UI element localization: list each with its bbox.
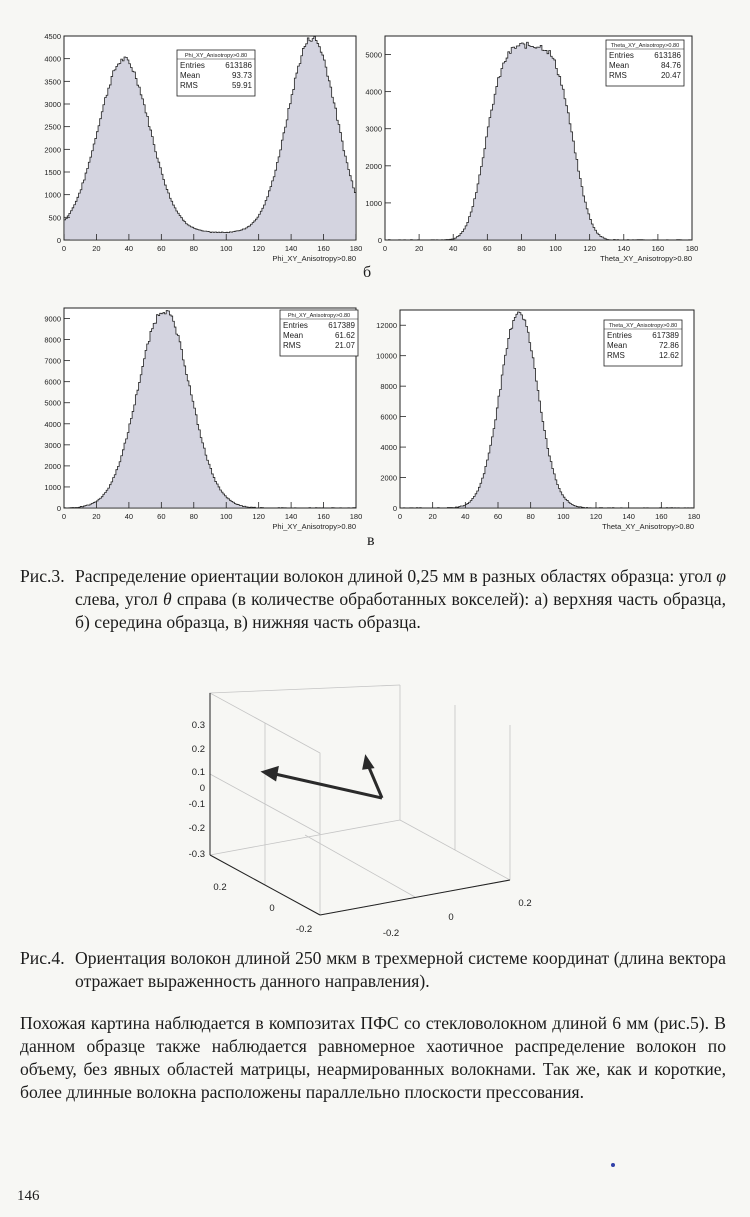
stats-value: 617389 bbox=[652, 331, 679, 340]
sublabel-b: б bbox=[363, 264, 372, 281]
x-tick-label: 100 bbox=[557, 512, 570, 521]
figure4-label: Рис.4. bbox=[20, 948, 65, 968]
z-tick: 0.1 bbox=[191, 767, 205, 778]
x-tick-label: 20 bbox=[414, 244, 424, 253]
z-tick: 0.3 bbox=[191, 720, 205, 731]
stats-value: 20.47 bbox=[660, 71, 681, 80]
y-tick-label: 4000 bbox=[380, 443, 397, 453]
x-tick-label: 80 bbox=[517, 244, 526, 253]
histogram-phi-top bbox=[10, 30, 370, 262]
y-tick-label: 8000 bbox=[44, 335, 61, 345]
y-tick-label: 9000 bbox=[44, 314, 61, 324]
x-tick-label: 40 bbox=[124, 244, 134, 253]
x-tick-label: 140 bbox=[622, 512, 635, 521]
y-tick-label: 2000 bbox=[44, 461, 61, 471]
stats-value: 93.73 bbox=[231, 71, 252, 80]
stats-value: 61.62 bbox=[334, 331, 355, 340]
vector-1-head bbox=[264, 768, 277, 779]
y-tick-label: 0 bbox=[392, 504, 397, 513]
x-tick-label: 140 bbox=[284, 244, 298, 253]
x-tick: 0 bbox=[448, 912, 454, 923]
x-axis-label: Theta_XY_Anisotropy>0.80 bbox=[600, 254, 692, 263]
y-tick-label: 1000 bbox=[44, 190, 61, 200]
y-tick-label: 4000 bbox=[44, 419, 61, 429]
x-tick-label: 60 bbox=[483, 244, 492, 253]
y-tick-label: 4000 bbox=[365, 87, 382, 97]
y-tick-label: 5000 bbox=[365, 50, 382, 60]
figure3-caption bbox=[20, 565, 726, 634]
y-tick-label: 3500 bbox=[44, 77, 61, 87]
x-axis-label: Phi_XY_Anisotropy>0.80 bbox=[272, 254, 356, 263]
histogram-theta-top bbox=[360, 30, 705, 262]
x-axis-label: Theta_XY_Anisotropy>0.80 bbox=[602, 522, 694, 531]
x-tick-label: 80 bbox=[526, 512, 535, 521]
stats-title: Theta_XY_Anisotropy>0.80 bbox=[608, 323, 678, 329]
y-tick: -0.2 bbox=[295, 924, 313, 935]
x-tick-label: 160 bbox=[317, 512, 330, 521]
x-tick-label: 120 bbox=[583, 244, 596, 253]
x-tick-label: 40 bbox=[124, 512, 134, 521]
y-tick-label: 0 bbox=[377, 236, 382, 245]
stats-value: 613186 bbox=[225, 61, 252, 70]
stats-key: RMS bbox=[607, 351, 625, 360]
stats-value: 613186 bbox=[654, 51, 681, 60]
figure4-text: Ориентация волокон длиной 250 мкм в трехмерной системе координат (длина вектора отражает выраженность данного направления). bbox=[75, 948, 726, 991]
stats-key: RMS bbox=[609, 71, 627, 80]
y-tick-label: 8000 bbox=[380, 382, 397, 392]
y-tick: 0 bbox=[269, 903, 275, 914]
stats-value: 72.86 bbox=[658, 341, 679, 350]
x-tick-label: 160 bbox=[317, 244, 330, 253]
z-tick: -0.2 bbox=[188, 823, 205, 834]
stats-value: 59.91 bbox=[231, 81, 252, 90]
y-tick-label: 500 bbox=[48, 213, 61, 223]
histogram-phi-bottom bbox=[10, 298, 370, 530]
x-tick-label: 0 bbox=[397, 512, 403, 521]
x-tick-label: 160 bbox=[651, 244, 665, 253]
x-tick-label: 180 bbox=[685, 244, 699, 253]
x-tick-label: 100 bbox=[219, 244, 233, 253]
stats-title: Phi_XY_Anisotropy>0.80 bbox=[287, 313, 351, 319]
z-tick: 0 bbox=[199, 783, 205, 794]
y-tick-label: 3000 bbox=[44, 440, 61, 450]
figure3-text: Распределение ориентации волокон длиной 0,25 мм в разных областях образца: угол φ слева, угол θ справа (в количестве обработанных вокселей): а) верхняя часть образца, б) середина образца, в) нижняя часть образца. bbox=[75, 566, 726, 632]
y-tick-label: 7000 bbox=[44, 356, 61, 366]
z-tick: -0.1 bbox=[188, 799, 205, 810]
x-tick-label: 160 bbox=[655, 512, 668, 521]
stats-title: Theta_XY_Anisotropy>0.80 bbox=[610, 43, 680, 49]
x-tick-label: 140 bbox=[284, 512, 298, 521]
vector-2-head bbox=[364, 758, 372, 768]
stats-key: Mean bbox=[283, 331, 304, 340]
x-tick-label: 40 bbox=[461, 512, 470, 521]
page-number: 146 bbox=[17, 1188, 40, 1204]
figure3-label: Рис.3. bbox=[20, 566, 65, 586]
y-tick-label: 3000 bbox=[365, 124, 382, 134]
stray-dot bbox=[611, 1163, 615, 1167]
stats-key: Mean bbox=[609, 61, 630, 70]
y-tick-label: 2000 bbox=[380, 473, 397, 483]
x-tick-label: 120 bbox=[252, 512, 265, 521]
stats-key: Entries bbox=[607, 331, 632, 340]
y-tick-label: 4000 bbox=[44, 54, 61, 64]
x-tick-label: 60 bbox=[157, 512, 166, 521]
stats-value: 617389 bbox=[328, 321, 355, 330]
y-tick-label: 6000 bbox=[44, 377, 61, 387]
y-tick-label: 0 bbox=[56, 236, 61, 245]
body-paragraph: Похожая картина наблюдается в композитах ПФС со стекловолокном длиной 6 мм (рис.5). В данном образце также наблюдается равномерное хаотичное распределение волокон по объему, без явных областей матрицы, неармированных волокнами. Так же, как и короткие, более длинные волокна расположены параллельно плоскости прессования. bbox=[20, 1013, 726, 1102]
stats-value: 84.76 bbox=[660, 61, 681, 70]
stats-key: Entries bbox=[609, 51, 634, 60]
x-tick-label: 180 bbox=[687, 512, 701, 521]
stats-key: Entries bbox=[180, 61, 205, 70]
y-tick-label: 2000 bbox=[44, 145, 61, 155]
y-tick-label: 4500 bbox=[44, 32, 61, 41]
vector-2 bbox=[368, 765, 382, 798]
x-tick: -0.2 bbox=[382, 928, 400, 939]
stats-key: Mean bbox=[180, 71, 201, 80]
stats-value: 12.62 bbox=[658, 351, 679, 360]
y-tick-label: 6000 bbox=[380, 412, 397, 422]
y-tick-label: 1000 bbox=[44, 482, 61, 492]
y-tick-label: 2000 bbox=[365, 161, 382, 171]
y-tick-label: 2500 bbox=[44, 122, 61, 132]
x-tick-label: 100 bbox=[219, 512, 233, 521]
x-tick-label: 0 bbox=[61, 244, 67, 253]
y-tick-label: 0 bbox=[56, 504, 61, 513]
y-tick-label: 5000 bbox=[44, 398, 61, 408]
plot-3d-vectors bbox=[180, 685, 600, 940]
y-tick-label: 3000 bbox=[44, 100, 61, 109]
x-tick-label: 80 bbox=[189, 512, 198, 521]
stats-key: Entries bbox=[283, 321, 308, 330]
x-tick-label: 20 bbox=[92, 512, 101, 521]
vector-1 bbox=[275, 774, 382, 798]
x-tick-label: 180 bbox=[349, 244, 363, 253]
x-tick: 0.2 bbox=[518, 898, 532, 909]
x-tick-label: 120 bbox=[252, 244, 265, 253]
x-tick-label: 40 bbox=[449, 244, 458, 253]
figure4-caption bbox=[20, 947, 726, 993]
x-tick-label: 120 bbox=[589, 512, 603, 521]
y-tick-label: 1500 bbox=[44, 168, 61, 177]
stats-key: RMS bbox=[283, 341, 301, 350]
x-tick-label: 60 bbox=[493, 512, 503, 521]
x-tick-label: 20 bbox=[92, 244, 101, 253]
stats-value: 21.07 bbox=[334, 341, 355, 350]
z-tick: -0.3 bbox=[188, 849, 205, 860]
y-tick: 0.2 bbox=[213, 882, 227, 893]
x-tick-label: 180 bbox=[349, 512, 363, 521]
z-tick: 0.2 bbox=[191, 744, 205, 755]
y-tick-label: 1000 bbox=[365, 198, 382, 208]
x-tick-label: 140 bbox=[617, 244, 631, 253]
y-tick-label: 12000 bbox=[376, 321, 397, 331]
x-tick-label: 100 bbox=[549, 244, 562, 253]
y-tick-label: 10000 bbox=[376, 351, 397, 361]
stats-key: RMS bbox=[180, 81, 198, 90]
x-tick-label: 0 bbox=[382, 244, 388, 253]
x-axis-label: Phi_XY_Anisotropy>0.80 bbox=[272, 522, 356, 531]
stats-title: Phi_XY_Anisotropy>0.80 bbox=[184, 53, 248, 59]
stats-key: Mean bbox=[607, 341, 628, 350]
x-tick-label: 0 bbox=[61, 512, 67, 521]
x-tick-label: 20 bbox=[428, 512, 437, 521]
x-tick-label: 80 bbox=[189, 244, 198, 253]
sublabel-v: в bbox=[367, 532, 375, 549]
x-tick-label: 60 bbox=[157, 244, 166, 253]
histogram-theta-bottom bbox=[360, 298, 705, 530]
